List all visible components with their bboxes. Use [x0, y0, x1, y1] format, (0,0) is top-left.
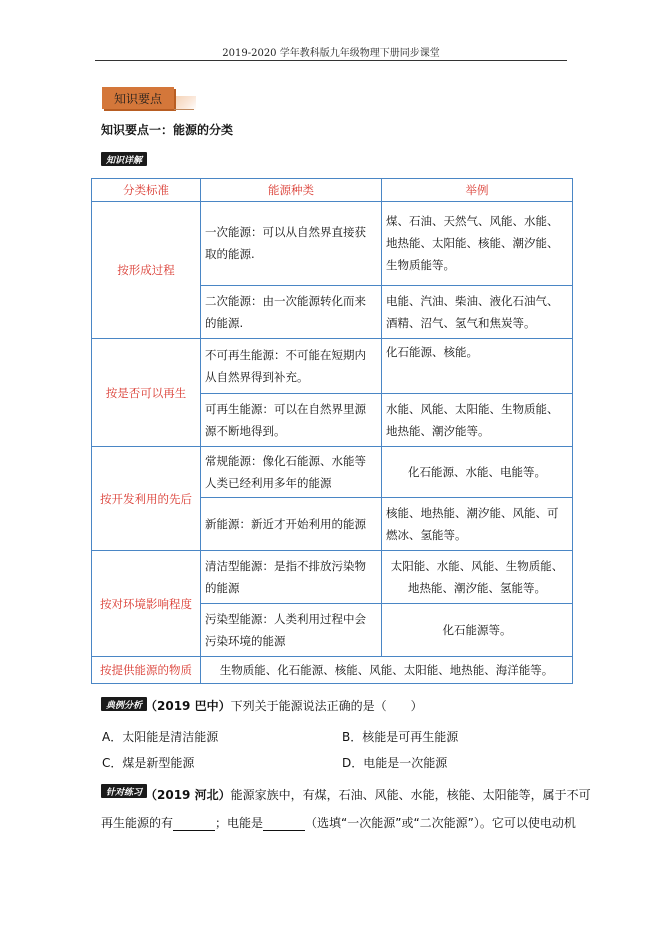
type-cell: 二次能源：由一次能源转化而来的能源. [201, 285, 382, 338]
category-cell: 按对环境影响程度 [92, 551, 201, 657]
question-2-line-2 [101, 814, 576, 831]
table-row [92, 202, 573, 286]
header-rule [95, 60, 567, 61]
example-cell: 生物质能、化石能源、核能、风能、太阳能、地热能、海洋能等。 [201, 657, 573, 684]
category-cell: 按形成过程 [92, 202, 201, 339]
type-cell: 清洁型能源：是指不排放污染物的能源 [201, 551, 382, 604]
type-cell: 不可再生能源：不可能在短期内从自然界得到补充。 [201, 339, 382, 394]
question-2-text: 能源家族中，有煤，石油、风能、水能，核能、太阳能等，属于不可 [230, 788, 591, 802]
table-row [92, 551, 573, 604]
page-header: 2019-2020 学年教科版九年级物理下册同步课堂 [222, 48, 440, 59]
option-c: C．煤是新型能源 [102, 756, 195, 770]
category-cell: 按提供能源的物质 [92, 657, 201, 684]
example-cell: 水能、风能、太阳能、生物质能、地热能、潮汐能等。 [382, 394, 573, 447]
question-2-text: （选填“一次能源”或“二次能源”）。它可以使电动机 [305, 816, 576, 830]
type-cell: 常规能源：像化石能源、水能等人类已经利用多年的能源 [201, 447, 382, 498]
option-a: A．太阳能是清洁能源 [102, 730, 219, 744]
tag-explain: 知识详解 [101, 152, 147, 166]
table-header: 分类标准 [92, 179, 201, 202]
example-cell: 太阳能、水能、风能、生物质能、地热能、潮汐能、氢能等。 [382, 551, 573, 604]
example-cell: 电能、汽油、柴油、液化石油气、酒精、沼气、氢气和焦炭等。 [382, 285, 573, 338]
question-1 [145, 697, 423, 714]
question-2-source: （2019 河北） [145, 788, 231, 802]
section-badge-underline [174, 109, 194, 110]
example-cell: 化石能源、核能。 [382, 339, 573, 394]
question-1-stem: 下列关于能源说法正确的是（ ） [230, 699, 423, 713]
table-header: 举例 [382, 179, 573, 202]
option-d: D．电能是一次能源 [342, 756, 448, 770]
table-row [92, 339, 573, 394]
type-cell: 污染型能源：人类利用过程中会污染环境的能源 [201, 604, 382, 657]
table-row [92, 447, 573, 498]
type-cell: 新能源：新近才开始利用的能源 [201, 498, 382, 551]
example-cell: 化石能源等。 [382, 604, 573, 657]
question-2-text: ；电能是 [215, 816, 264, 830]
type-cell: 可再生能源：可以在自然界里源源不断地得到。 [201, 394, 382, 447]
point-title: 知识要点一：能源的分类 [101, 123, 234, 137]
question-2-text: 再生能源的有 [101, 816, 174, 830]
type-cell: 一次能源：可以从自然界直接获取的能源. [201, 202, 382, 286]
table-header-row [92, 179, 573, 202]
option-b: B．核能是可再生能源 [342, 730, 459, 744]
answer-blank[interactable] [263, 816, 305, 831]
example-cell: 化石能源、水能、电能等。 [382, 447, 573, 498]
category-cell: 按开发利用的先后 [92, 447, 201, 551]
answer-blank[interactable] [173, 816, 215, 831]
example-cell: 核能、地热能、潮汐能、风能、可燃冰、氢能等。 [382, 498, 573, 551]
section-badge: 知识要点 [102, 87, 174, 109]
table-header: 能源种类 [201, 179, 382, 202]
question-1-source: （2019 巴中） [145, 699, 231, 713]
energy-classification-table [91, 178, 573, 684]
category-cell: 按是否可以再生 [92, 339, 201, 447]
tag-example: 典例分析 [101, 697, 147, 711]
question-2-line-1 [145, 786, 591, 803]
table-row [92, 657, 573, 684]
section-badge-decoration [176, 96, 196, 110]
tag-practice: 针对练习 [101, 784, 147, 798]
example-cell: 煤、石油、天然气、风能、水能、地热能、太阳能、核能、潮汐能、生物质能等。 [382, 202, 573, 286]
